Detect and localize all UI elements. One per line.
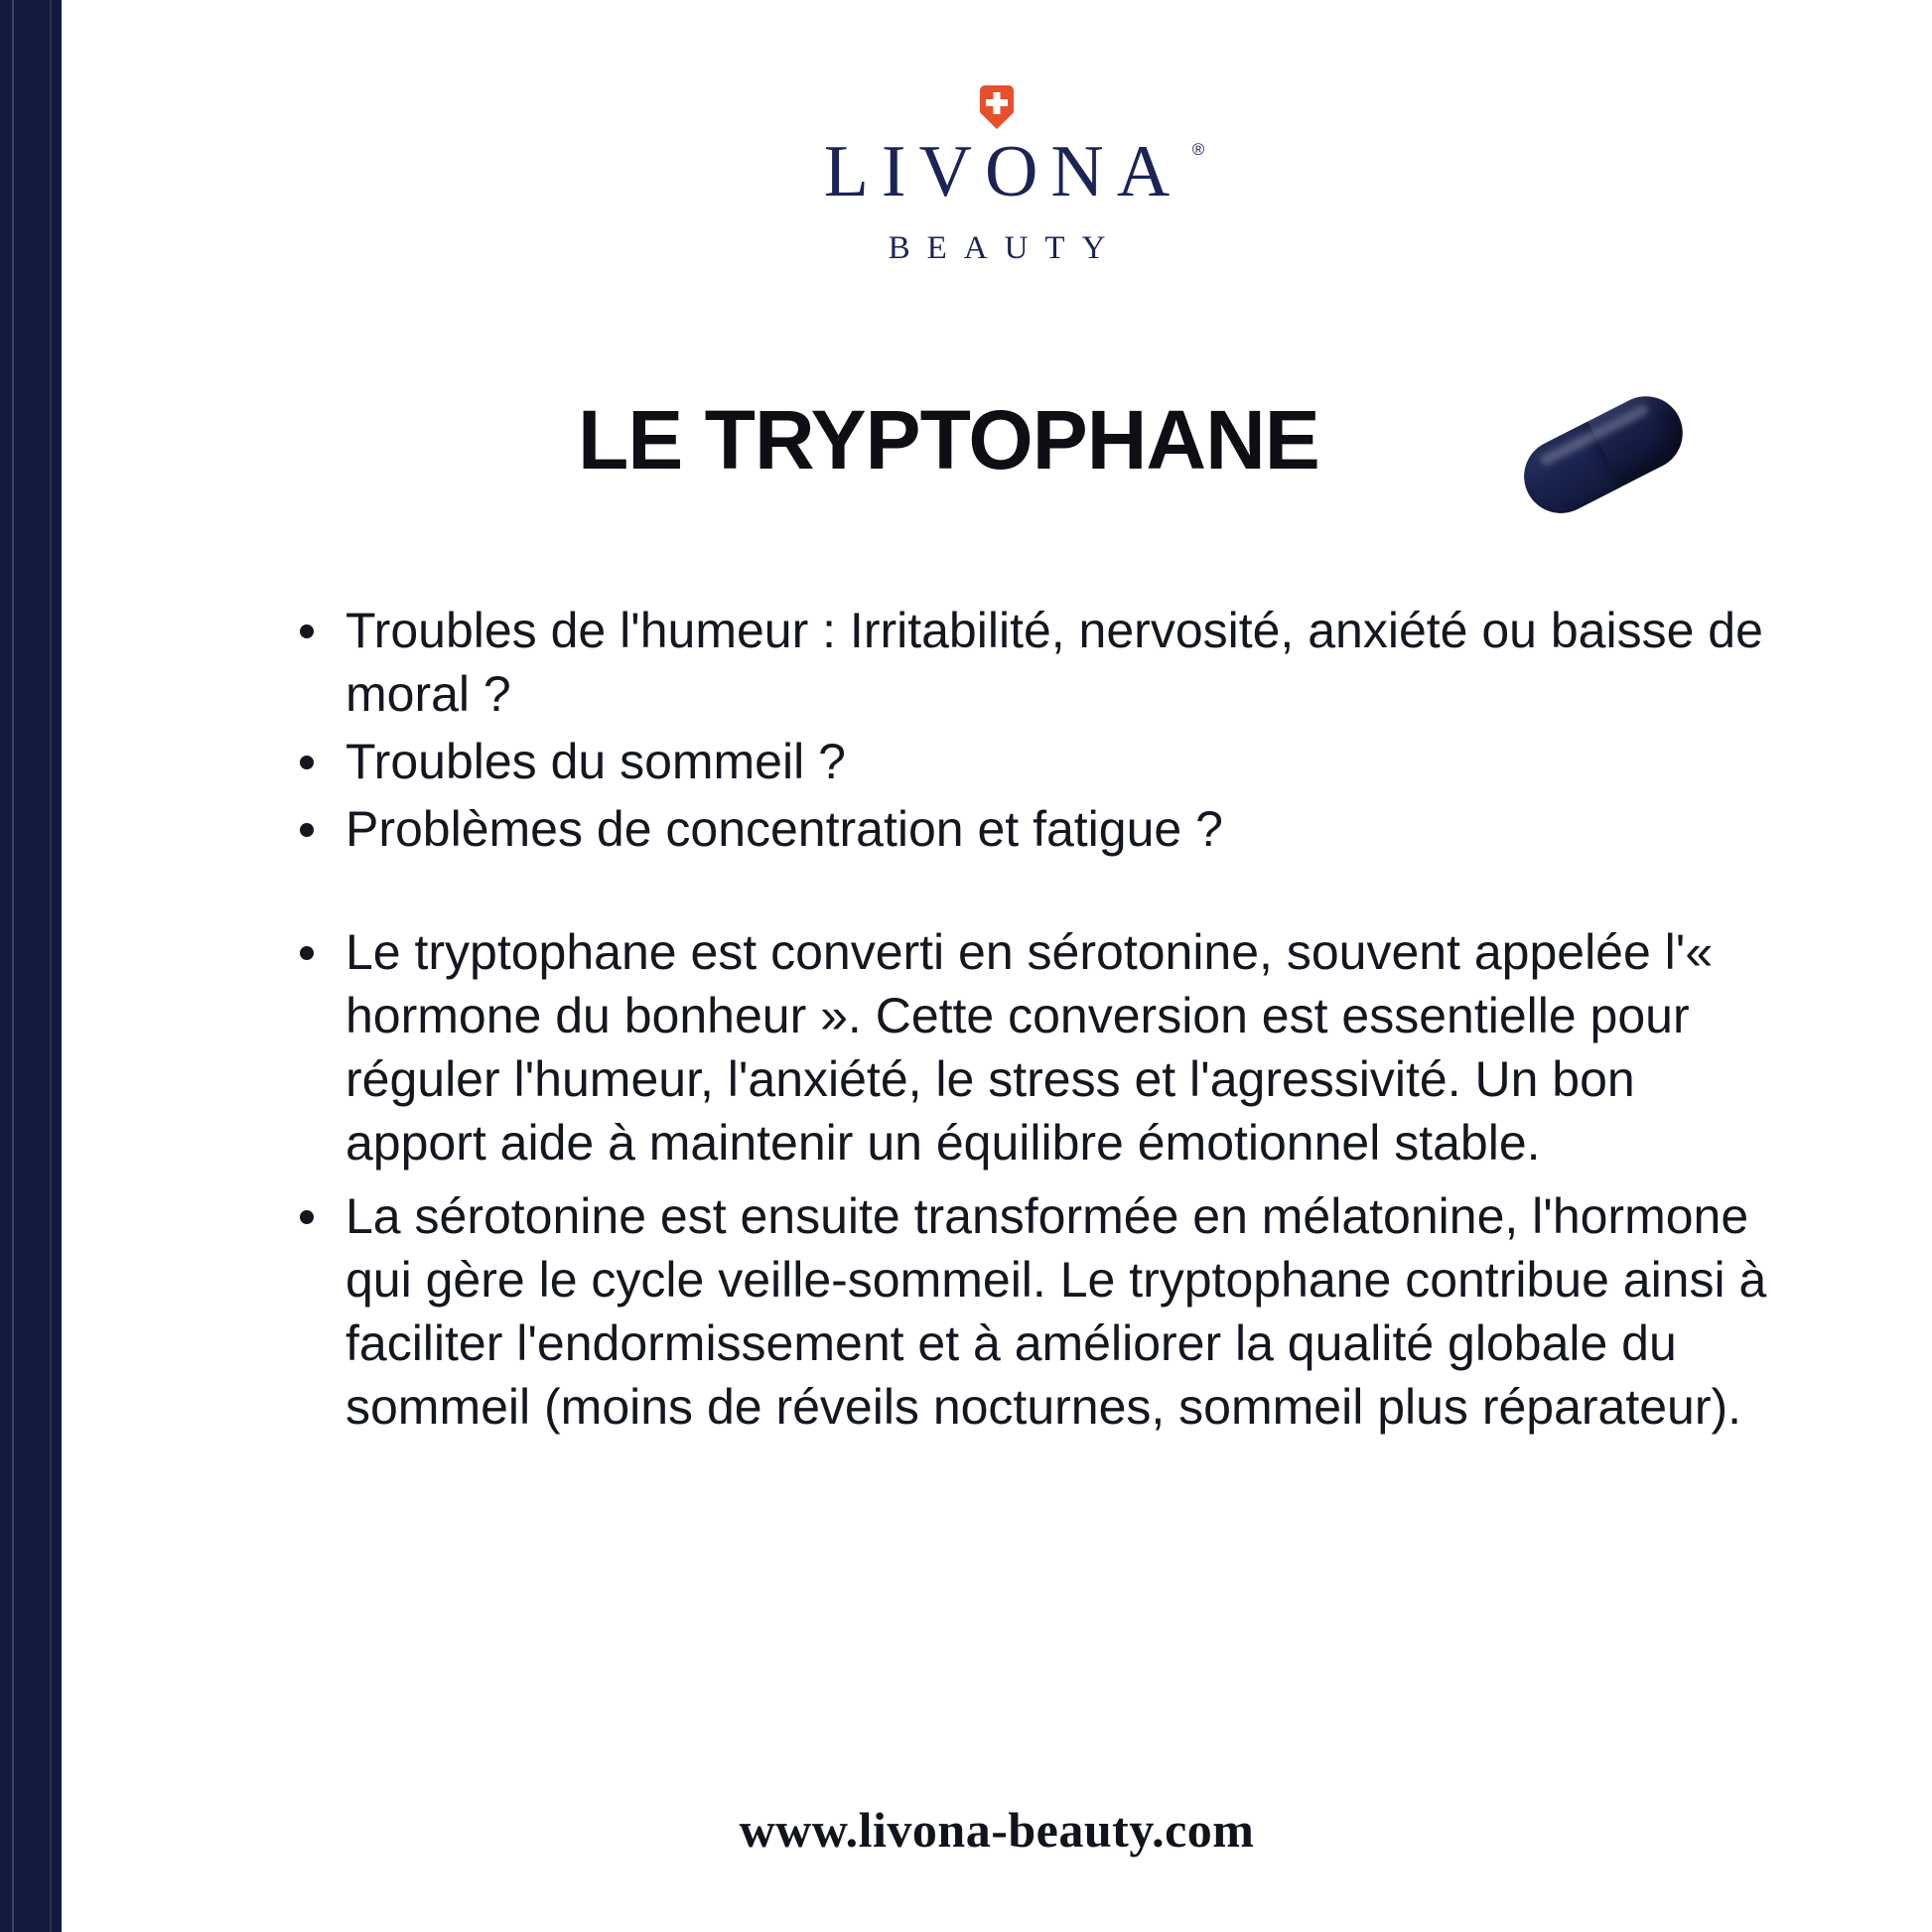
body-content (62, 599, 1932, 1439)
brand-wordmark (811, 131, 1205, 212)
registered-mark: ® (1191, 140, 1205, 159)
list-item: Le tryptophane est converti en sérotonine, souvent appelée l'« hormone du bonheur ». Cette conversion est essentielle pour réguler l'humeur, l'anxiété, le stress et l'agressivité. Un bon apport aide à maintenir un équilibre émotionnel stable. (292, 920, 1785, 1174)
list-item: Problèmes de concentration et fatigue ? (292, 797, 1785, 861)
symptoms-list (292, 599, 1785, 861)
page-title: LE TRYPTOPHANE (578, 393, 1319, 486)
website-url[interactable]: www.livona-beauty.com (739, 1802, 1255, 1858)
section-divider (292, 865, 1785, 920)
band-line-outer (50, 0, 52, 1932)
capsule-icon (1501, 384, 1690, 533)
page-content (62, 0, 1932, 1932)
title-row (62, 394, 1932, 543)
decorative-left-band (0, 0, 62, 1932)
band-line-inner (12, 0, 14, 1932)
shield-cross-icon (980, 85, 1014, 129)
list-item: Troubles du sommeil ? (292, 730, 1785, 793)
list-item: La sérotonine est ensuite transformée en mélatonine, l'hormone qui gère le cycle veille-sommeil. Le tryptophane contribue ainsi à faciliter l'endormissement et à améliorer la qualité globale du sommeil (moins de réveils nocturnes, sommeil plus réparateur). (292, 1184, 1785, 1439)
benefits-list (292, 920, 1785, 1439)
footer (62, 1801, 1932, 1859)
list-item: Troubles de l'humeur : Irritabilité, nervosité, anxiété ou baisse de moral ? (292, 599, 1785, 726)
brand-tagline: BEAUTY (888, 230, 1123, 266)
brand-logo (62, 0, 1932, 267)
brand-name: LIVONA (823, 131, 1183, 212)
